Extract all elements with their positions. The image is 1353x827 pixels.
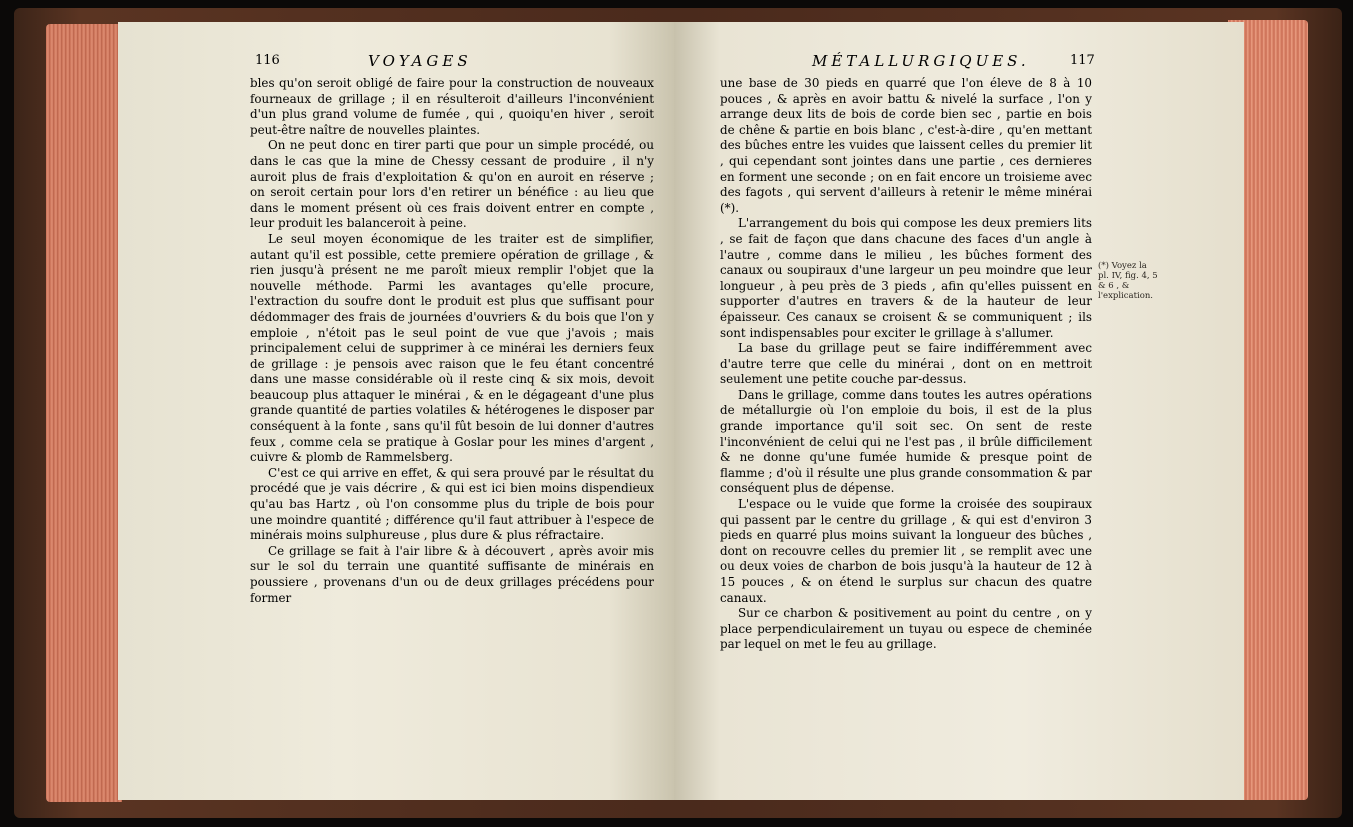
paragraph: une base de 30 pieds en quarré que l'on éleve de 8 à 10 pouces , & après en avoir battu & nivelé la surface , l'on y arrange deux lits de bois de corde bien sec , partie en bois de chêne & partie en bois blanc , c'est-à-dire , qu'en mettant des bûches entre les vuides que laissent celles du premier lit , qui cependant sont jointes dans une partie , ces dernieres en forment une seconde ; on en fait encore un troisieme avec des fagots , qui servent d'ailleurs à retenir le même minérai (*). bbox=[720, 76, 1092, 215]
paragraph: On ne peut donc en tirer parti que pour un simple procédé, ou dans le cas que la mine de Chessy cessant de produire , il n'y auroit plus de frais d'exploitation & qu'on en auroit en réserve ; on seroit certain pour lors d'en retirer un bénéfice : au lieu que dans le moment présent où ces frais doivent entrer en compte , leur produit les balanceroit à peine. bbox=[250, 138, 654, 231]
paragraph: C'est ce qui arrive en effet, & qui sera prouvé par le résultat du procédé que je vais décrire , & qui est ici bien moins dispendieux qu'au bas Hartz , où l'on consomme plus du triple de bois pour une moindre quantité ; différence qu'il faut attribuer à l'espece de minérais moins sulphureuse , plus dure & plus réfractaire. bbox=[250, 465, 654, 543]
right-running-head: MÉTALLURGIQUES. bbox=[812, 52, 1030, 70]
paragraph: La base du grillage peut se faire indifféremment avec d'autre terre que celle du minérai , dont on en mettroit seulement une petite couche par-dessus. bbox=[720, 341, 1092, 387]
left-page-number: 116 bbox=[255, 53, 280, 68]
paragraph: L'espace ou le vuide que forme la croisée des soupiraux qui passent par le centre du grillage , & qui est d'environ 3 pieds en quarré plus moins suivant la longueur des bûches , dont on recouvre celles du premier lit , se remplit avec une ou deux voies de charbon de bois jusqu'à la hauteur de 12 à 15 pouces , & on étend le surplus sur chacun des quatre canaux. bbox=[720, 497, 1092, 605]
paragraph: Dans le grillage, comme dans toutes les autres opérations de métallurgie où l'on emploie du bois, il est de la plus grande importance qu'il soit sec. On sent de reste l'inconvénient de celui qui ne l'est pas , il brûle difficilement & ne donne qu'une fumée humide & presque point de flamme ; d'où il résulte une plus grande consommation & par conséquent plus de dépense. bbox=[720, 387, 1092, 496]
left-page-text bbox=[250, 76, 654, 606]
paragraph: L'arrangement du bois qui compose les deux premiers lits , se fait de façon que dans chacune des faces d'un angle à l'autre , comme dans le milieu , les bûches forment des canaux ou soupiraux d'une largeur un peu moindre que leur longueur , à peu près de 3 pieds , afin qu'elles puissent en supporter d'autres en travers & de la hauteur de leur épaisseur. Ces canaux se croisent & se communiquent ; ils sont indispensables pour exciter le grillage à s'allumer. bbox=[720, 216, 1092, 340]
paragraph: bles qu'on seroit obligé de faire pour la construction de nouveaux fourneaux de grillage ; il en résulteroit d'ailleurs l'inconvénient d'un plus grand volume de fumée , qui , quoiqu'en hiver , seroit peut-être naître de nouvelles plaintes. bbox=[250, 76, 654, 137]
right-page-text bbox=[720, 76, 1092, 653]
paragraph: Le seul moyen économique de les traiter est de simplifier, autant qu'il est possible, cette premiere opération de grillage , & rien jusqu'à présent ne me paroît mieux remplir l'objet que la nouvelle méthode. Parmi les avantages qu'elle procure, l'extraction du soufre dont le produit est plus que suffisant pour dédommager des frais de journées d'ouvriers & du bois que l'on y emploie , n'étoit pas le seul point de vue que j'avois ; mais principalement celui de supprimer à ce minérai les derniers feux de grillage : je pensois avec raison que le feu étant concentré dans une masse considérable où il reste cinq & six mois, devoit beaucoup plus attaquer le minérai , & en le dégageant d'une plus grande quantité de parties volatiles & hétérogenes le disposer par conséquent à la fonte , sans qu'il fût besoin de lui donner d'autres feux , comme cela se pratique à Goslar pour les mines d'argent , cuivre & plomb de Rammelsberg. bbox=[250, 231, 654, 465]
right-page-number: 117 bbox=[1070, 53, 1095, 68]
margin-note: (*) Voyez la pl. IV, fig. 4, 5 & 6 , & l'explication. bbox=[1098, 261, 1158, 301]
paragraph: Ce grillage se fait à l'air libre & à découvert , après avoir mis sur le sol du terrain une quantité suffisante de minérais en poussiere , provenans d'un ou de deux grillages précédens pour former bbox=[250, 543, 654, 605]
left-running-head: VOYAGES bbox=[368, 52, 472, 70]
paragraph: Sur ce charbon & positivement au point du centre , on y place perpendiculairement un tuyau ou espece de cheminée par lequel on met le feu au grillage. bbox=[720, 606, 1092, 652]
left-page-edges bbox=[46, 24, 122, 802]
